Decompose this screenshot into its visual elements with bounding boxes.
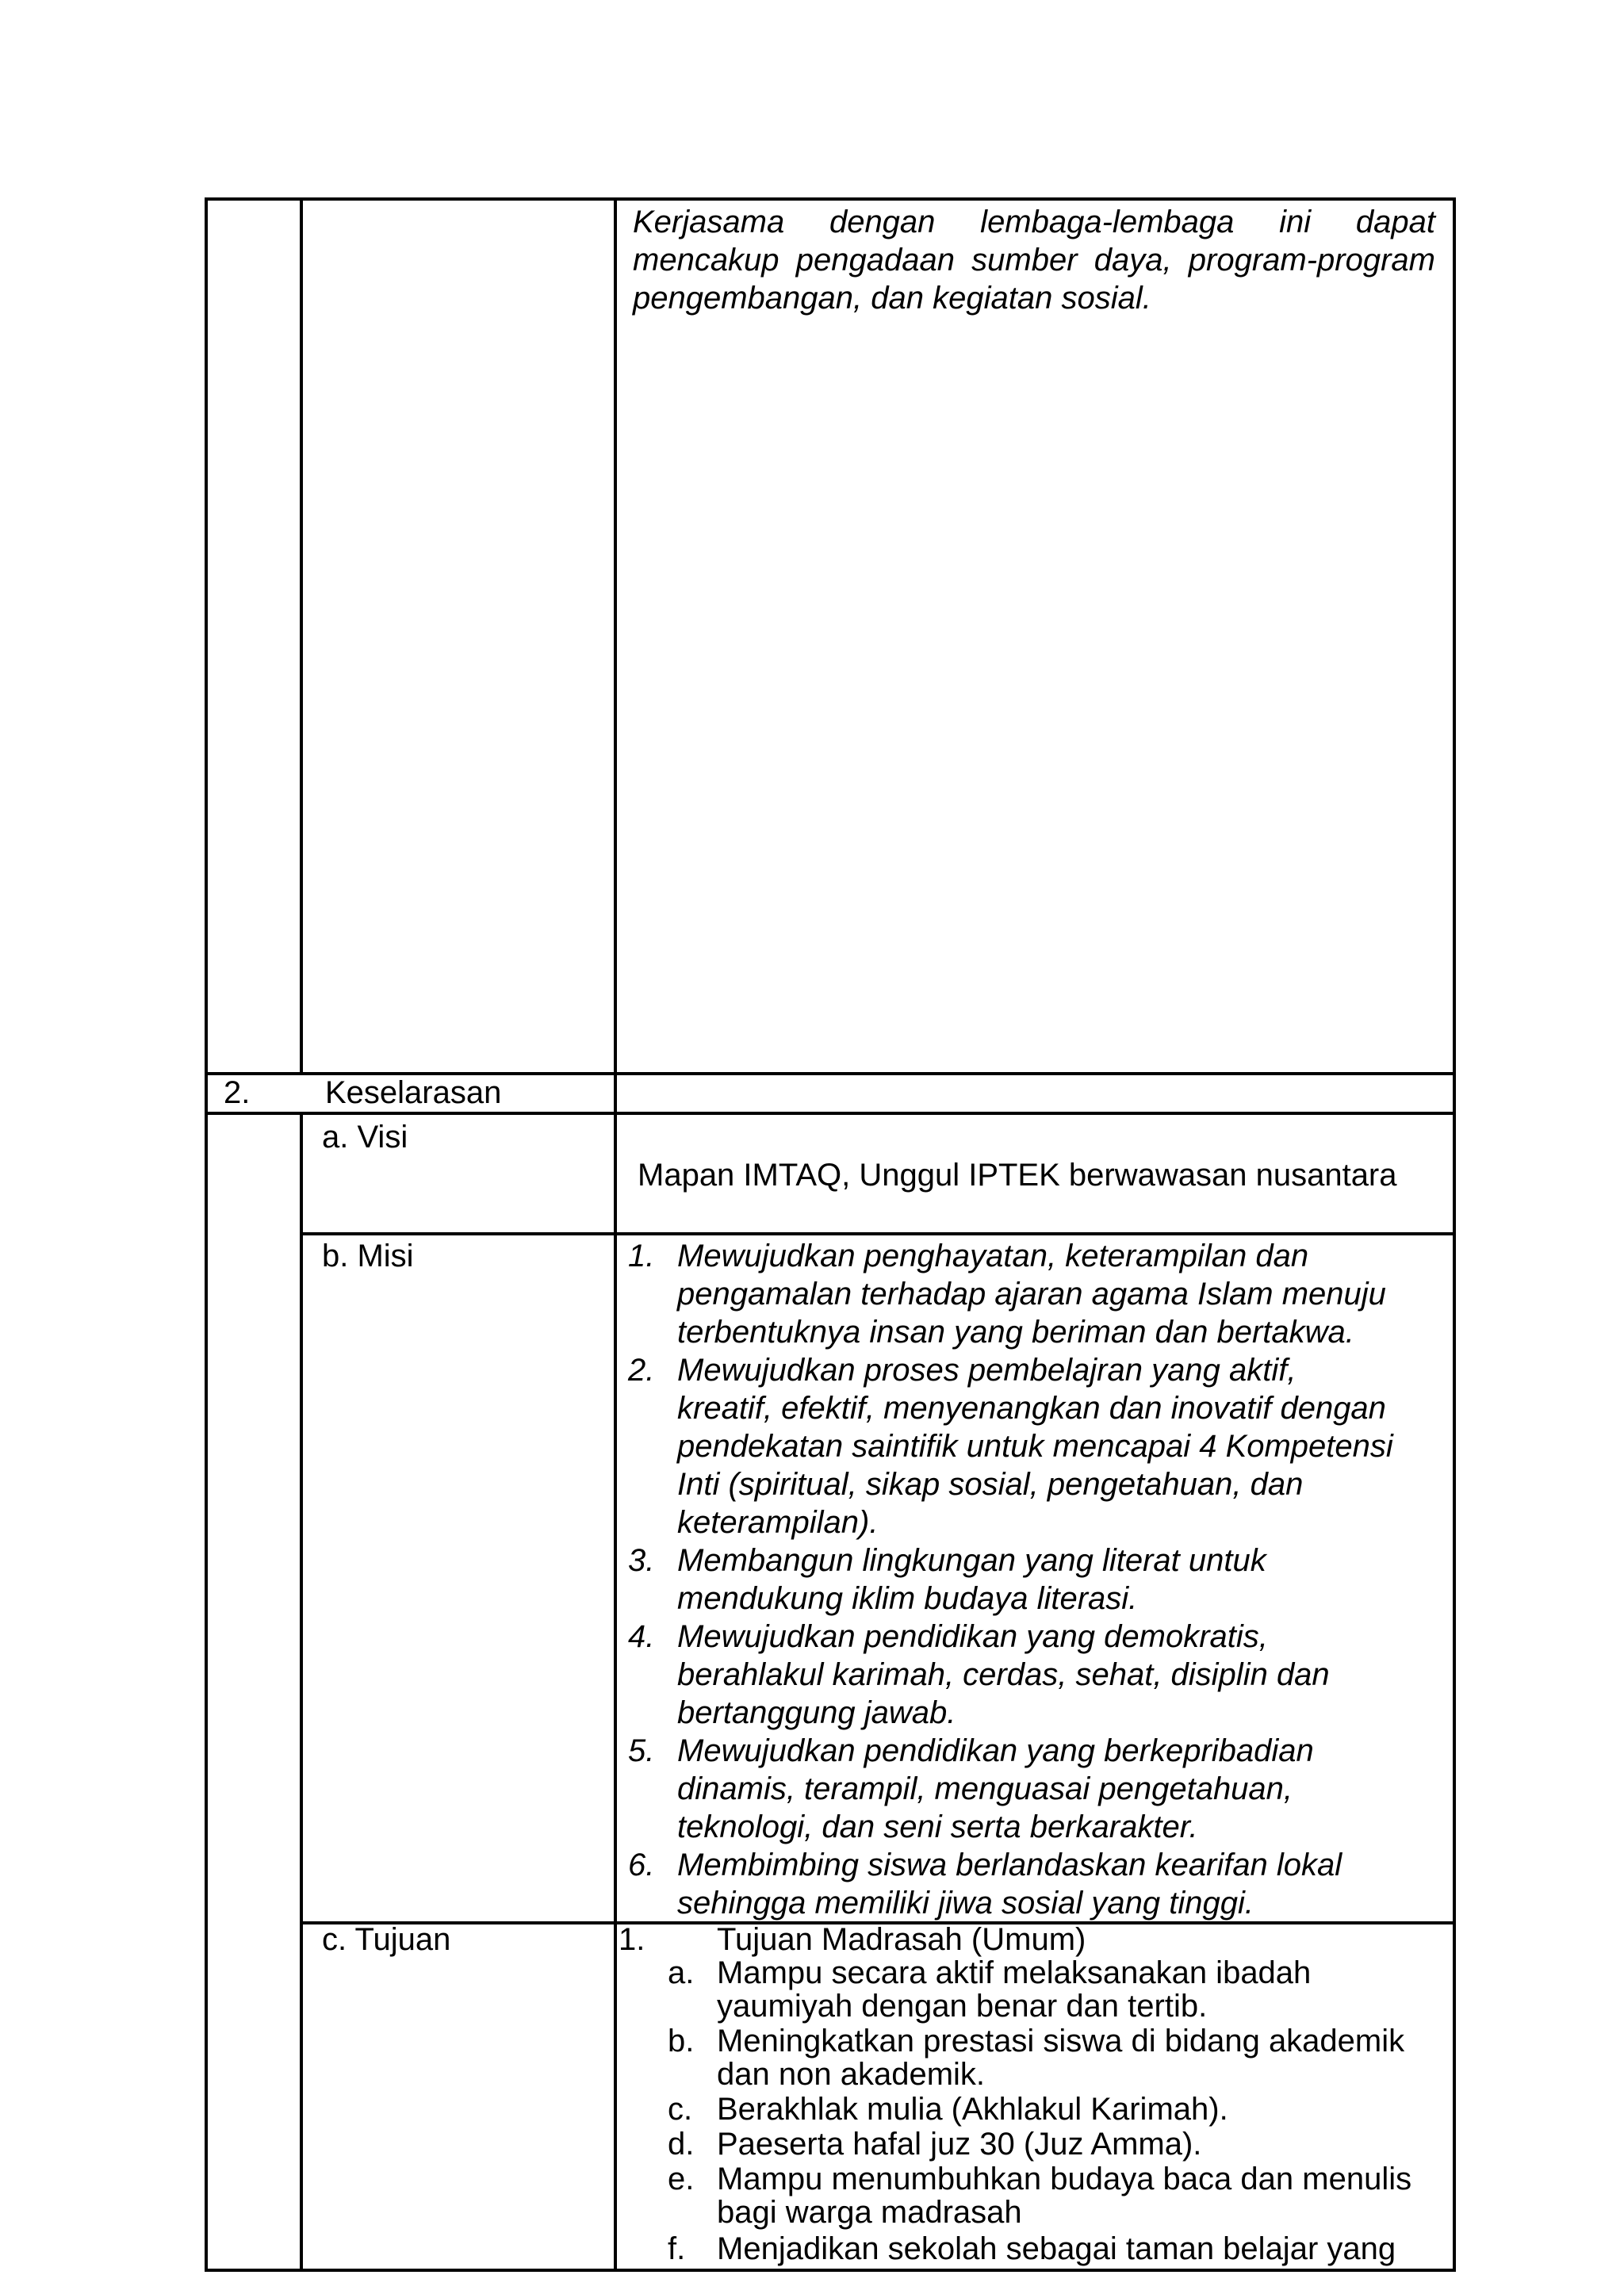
row2-number: 2. (224, 1075, 251, 1110)
row1-line-3: pengembangan, dan kegiatan sosial. (633, 281, 1151, 316)
row1-line-2: mencakup pengadaan sumber daya, program-program (633, 243, 1435, 278)
misi-item-3-line-1: Membangun lingkungan yang literat untuk (677, 1543, 1266, 1578)
tujuan-item-c-line-1: Berakhlak mulia (Akhlakul Karimah). (717, 2092, 1228, 2127)
row2-label: Keselarasan (325, 1075, 502, 1110)
tujuan-heading: Tujuan Madrasah (Umum) (717, 1922, 1086, 1957)
tujuan-label: c. Tujuan (322, 1922, 451, 1957)
misi-item-5-line-3: teknologi, dan seni serta berkarakter. (677, 1810, 1198, 1844)
misi-item-2-line-5: keterampilan). (677, 1505, 879, 1540)
tujuan-item-b-letter: b. (668, 2024, 695, 2058)
misi-item-3-num: 3. (628, 1543, 655, 1578)
misi-item-4-line-3: bertanggung jawab. (677, 1695, 956, 1730)
misi-item-5-num: 5. (628, 1733, 655, 1768)
misi-item-4-line-2: berahlakul karimah, cerdas, sehat, disiplin dan (677, 1657, 1330, 1692)
table-border-top (205, 197, 1456, 201)
misi-item-2-line-1: Mewujudkan proses pembelajran yang aktif, (677, 1353, 1297, 1388)
table-border-left (205, 197, 208, 2270)
visi-label: a. Visi (322, 1120, 408, 1155)
misi-item-2-line-4: Inti (spiritual, sikap sosial, pengetahuan, dan (677, 1467, 1304, 1502)
tujuan-item-a-line-2: yaumiyah dengan benar dan tertib. (717, 1989, 1208, 2024)
misi-item-4-num: 4. (628, 1619, 655, 1654)
misi-item-6-line-2: sehingga memiliki jiwa sosial yang tinggi. (677, 1886, 1254, 1921)
tujuan-item-f-line-1: Menjadikan sekolah sebagai taman belajar yang (717, 2231, 1396, 2266)
tujuan-item-d-letter: d. (668, 2127, 695, 2162)
table-divider-col1-lower (300, 1113, 303, 2270)
table-border-bottom (205, 2269, 1456, 2272)
tujuan-item-b-line-1: Meningkatkan prestasi siswa di bidang akademik (717, 2024, 1405, 2058)
tujuan-heading-num: 1. (619, 1922, 645, 1957)
misi-label: b. Misi (322, 1239, 414, 1273)
misi-item-6-line-1: Membimbing siswa berlandaskan kearifan lokal (677, 1848, 1342, 1882)
misi-item-1-line-1: Mewujudkan penghayatan, keterampilan dan (677, 1239, 1309, 1273)
misi-item-3-line-2: mendukung iklim budaya literasi. (677, 1581, 1138, 1616)
tujuan-item-a-line-1: Mampu secara aktif melaksanakan ibadah (717, 1955, 1312, 1990)
tujuan-item-e-line-2: bagi warga madrasah (717, 2195, 1022, 2230)
misi-item-2-num: 2. (628, 1353, 655, 1388)
tujuan-item-b-line-2: dan non akademik. (717, 2057, 986, 2092)
row-divider-2 (205, 1112, 1456, 1115)
misi-item-2-line-2: kreatif, efektif, menyenangkan dan inovatif dengan (677, 1391, 1386, 1426)
misi-item-4-line-1: Mewujudkan pendidikan yang demokratis, (677, 1619, 1268, 1654)
misi-item-2-line-3: pendekatan saintifik untuk mencapai 4 Kompetensi (677, 1429, 1393, 1464)
misi-item-6-num: 6. (628, 1848, 655, 1882)
tujuan-item-c-letter: c. (668, 2092, 693, 2127)
row1-line-1: Kerjasama dengan lembaga-lembaga ini dapat (633, 205, 1435, 239)
table-divider-col1 (300, 197, 303, 1074)
row-divider-visi (300, 1232, 1456, 1235)
tujuan-item-e-line-1: Mampu menumbuhkan budaya baca dan menulis (717, 2162, 1412, 2196)
tujuan-item-e-letter: e. (668, 2162, 695, 2196)
visi-text: Mapan IMTAQ, Unggul IPTEK berwawasan nusantara (638, 1158, 1397, 1193)
tujuan-item-d-line-1: Paeserta hafal juz 30 (Juz Amma). (717, 2127, 1202, 2162)
misi-item-1-num: 1. (628, 1239, 655, 1273)
misi-item-1-line-3: terbentuknya insan yang beriman dan bertakwa. (677, 1315, 1354, 1350)
tujuan-item-f-letter: f. (668, 2231, 686, 2266)
tujuan-item-a-letter: a. (668, 1955, 695, 1990)
misi-item-5-line-2: dinamis, terampil, menguasai pengetahuan, (677, 1771, 1293, 1806)
misi-item-1-line-2: pengamalan terhadap ajaran agama Islam menuju (677, 1277, 1386, 1312)
misi-item-5-line-1: Mewujudkan pendidikan yang berkepribadian (677, 1733, 1314, 1768)
